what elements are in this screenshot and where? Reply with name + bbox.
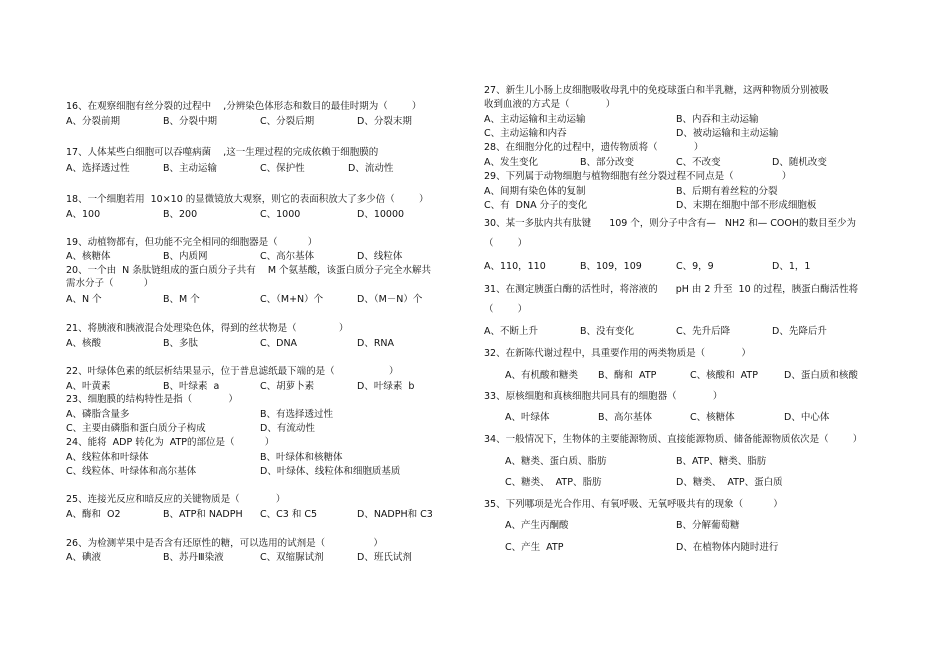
question-29-stem: 29、下列属于动物细胞与植物细胞有丝分裂过程不同点是（ ） xyxy=(484,171,792,182)
question-23-stem: 23、细胞膜的结构特性是指（ ） xyxy=(66,394,238,405)
question-32-option-c: C、核酸和 ATP xyxy=(690,370,758,381)
question-25-stem: 25、连接光反应和暗反应的关键物质是（ ） xyxy=(66,494,286,505)
question-30-option-d: D、1，1 xyxy=(772,261,811,272)
question-27-option-d: D、被动运输和主动运输 xyxy=(676,128,779,139)
question-19-stem: 19、动植物都有，但功能不完全相同的细胞器是（ ） xyxy=(66,237,318,248)
question-22-option-a: A、叶黄素 xyxy=(66,381,111,392)
question-24-option-c: C、线粒体、叶绿体和高尔基体 xyxy=(66,466,197,477)
question-16-option-d: D、分裂末期 xyxy=(357,116,412,127)
question-30-stem-line-2: （ ） xyxy=(484,238,528,249)
question-20-option-d: D、（M－N）个 xyxy=(357,294,423,305)
question-22-option-d: D、叶绿素 b xyxy=(357,381,415,392)
question-17-option-d: D、流动性 xyxy=(348,163,394,174)
question-19-option-d: D、线粒体 xyxy=(357,251,403,262)
question-20-stem-line-1: 20、一个由 N 条肽链组成的蛋白质分子共有 M 个氨基酸，该蛋白质分子完全水解共 xyxy=(66,265,432,276)
question-26-option-a: A、碘液 xyxy=(66,552,101,563)
question-30-stem-line-1: 30、某一多肽内共有肽键 109 个，则分子中含有— NH2 和— COOH的数目至少为 xyxy=(484,218,856,229)
question-28-option-b: B、部分改变 xyxy=(580,157,635,168)
question-35-stem: 35、下列哪项是光合作用、有氧呼吸、无氧呼吸共有的现象（ ） xyxy=(484,499,783,510)
question-32-option-b: B、酶和 ATP xyxy=(598,370,657,381)
question-21-option-a: A、核酸 xyxy=(66,338,101,349)
question-33-option-a: A、叶绿体 xyxy=(505,412,550,423)
question-18-option-d: D、10000 xyxy=(357,209,405,220)
question-29-option-d: D、末期在细胞中部不形成细胞板 xyxy=(676,200,817,211)
question-27-option-a: A、主动运输和主动运输 xyxy=(484,114,586,125)
question-28-stem: 28、在细胞分化的过程中，遗传物质将（ ） xyxy=(484,142,704,153)
question-31-option-b: B、没有变化 xyxy=(580,326,635,337)
question-18-option-a: A、100 xyxy=(66,209,101,220)
question-20-option-a: A、N 个 xyxy=(66,294,102,305)
question-22-option-c: C、胡萝卜素 xyxy=(260,381,315,392)
question-31-option-d: D、先降后升 xyxy=(772,326,827,337)
question-25-option-b: B、ATP和 NADPH xyxy=(163,509,243,520)
question-35-option-a: A、产生丙酮酸 xyxy=(505,520,569,531)
question-34-option-b: B、ATP、糖类、脂肪 xyxy=(676,456,767,467)
question-26-option-d: D、班氏试剂 xyxy=(357,552,412,563)
question-16-option-c: C、分裂后期 xyxy=(260,116,315,127)
question-28-option-c: C、不改变 xyxy=(676,157,721,168)
question-22-stem: 22、叶绿体色素的纸层析结果显示，位于普息滤纸最下端的是（ ） xyxy=(66,366,399,377)
question-25-option-d: D、NADPH和 C3 xyxy=(357,509,433,520)
question-32-option-d: D、蛋白质和核酸 xyxy=(784,370,858,381)
question-27-option-c: C、主动运输和内吞 xyxy=(484,128,567,139)
question-19-option-b: B、内质网 xyxy=(163,251,208,262)
question-31-option-c: C、先升后降 xyxy=(676,326,731,337)
question-34-option-c: C、糖类、 ATP、脂肪 xyxy=(505,477,602,488)
question-20-option-c: C、（M+N）个 xyxy=(260,294,324,305)
question-24-option-d: D、叶绿体、线粒体和细胞质基质 xyxy=(260,466,401,477)
question-31-stem-line-2: （ ） xyxy=(484,304,528,315)
question-28-option-d: D、随机改变 xyxy=(772,157,827,168)
question-23-option-c: C、主要由磷脂和蛋白质分子构成 xyxy=(66,423,206,434)
question-26-option-b: B、苏丹Ⅲ染液 xyxy=(163,552,224,563)
question-18-option-b: B、200 xyxy=(163,209,198,220)
question-18-stem: 18、一个细胞若用 10×10 的显微镜放大观察，则它的表面积放大了多少倍（ ） xyxy=(66,194,429,205)
question-25-option-a: A、酶和 O2 xyxy=(66,509,121,520)
question-20-option-b: B、M 个 xyxy=(163,294,200,305)
question-26-option-c: C、双缩脲试剂 xyxy=(260,552,324,563)
question-23-option-d: D、有流动性 xyxy=(260,423,315,434)
question-27-stem-line-2: 收到血液的方式是（ ） xyxy=(484,99,616,110)
question-33-stem: 33、原核细胞和真核细胞共同具有的细胞器（ ） xyxy=(484,391,723,402)
question-20-stem-line-2: 需水分子（ ） xyxy=(66,278,154,289)
question-33-option-c: C、核糖体 xyxy=(690,412,735,423)
question-19-option-a: A、核糖体 xyxy=(66,251,111,262)
question-25-option-c: C、C3 和 C5 xyxy=(260,509,318,520)
question-34-stem: 34、一般情况下，生物体的主要能源物质、直接能源物质、储备能源物质依次是（ ） xyxy=(484,434,863,445)
question-29-option-b: B、后期有着丝粒的分裂 xyxy=(676,186,778,197)
question-27-stem-line-1: 27、新生儿小肠上皮细胞吸收母乳中的免疫球蛋白和半乳糖，这两种物质分别被吸 xyxy=(484,85,829,96)
question-18-option-c: C、1000 xyxy=(260,209,301,220)
question-21-option-c: C、DNA xyxy=(260,338,298,349)
question-32-stem: 32、在新陈代谢过程中，具重要作用的两类物质是（ ） xyxy=(484,348,751,359)
question-16-option-b: B、分裂中期 xyxy=(163,116,218,127)
question-22-option-b: B、叶绿素 a xyxy=(163,381,220,392)
question-35-option-c: C、产生 ATP xyxy=(505,542,564,553)
question-31-stem-line-1: 31、在测定胰蛋白酶的活性时，将溶液的 pH 由 2 升至 10 的过程，胰蛋白酶活性将 xyxy=(484,284,859,295)
question-24-option-b: B、叶绿体和核糖体 xyxy=(260,452,343,463)
question-21-option-b: B、多肽 xyxy=(163,338,199,349)
question-27-option-b: B、内吞和主动运输 xyxy=(676,114,759,125)
question-29-option-a: A、间期有染色体的复制 xyxy=(484,186,586,197)
question-19-option-c: C、高尔基体 xyxy=(260,251,315,262)
question-30-option-a: A、110，110 xyxy=(484,261,546,272)
question-17-option-b: B、主动运输 xyxy=(163,163,218,174)
question-16-stem: 16、在观察细胞有丝分裂的过程中 ,分辨染色体形态和数目的最佳时期为（ ） xyxy=(66,101,422,112)
question-16-option-a: A、分裂前期 xyxy=(66,116,120,127)
question-28-option-a: A、发生变化 xyxy=(484,157,538,168)
question-29-option-c: C、有 DNA 分子的变化 xyxy=(484,200,588,211)
question-24-stem: 24、能将 ADP 转化为 ATP的部位是（ ） xyxy=(66,437,275,448)
question-17-stem: 17、人体某些白细胞可以吞噬病菌 ,这一生理过程的完成依赖于细胞膜的 xyxy=(66,147,379,158)
question-17-option-a: A、选择透过性 xyxy=(66,163,130,174)
question-34-option-d: D、糖类、 ATP、蛋白质 xyxy=(676,477,783,488)
question-32-option-a: A、有机酸和糖类 xyxy=(505,370,578,381)
question-26-stem: 26、为检测苹果中是否含有还原性的糖，可以选用的试剂是（ ） xyxy=(66,538,383,549)
question-24-option-a: A、线粒体和叶绿体 xyxy=(66,452,149,463)
question-33-option-b: B、高尔基体 xyxy=(598,412,653,423)
question-30-option-c: C、9，9 xyxy=(676,261,714,272)
question-21-stem: 21、将胰液和胰液混合处理染色体，得到的丝状物是（ ） xyxy=(66,323,349,334)
question-35-option-d: D、在植物体内随时进行 xyxy=(676,542,779,553)
question-23-option-a: A、磷脂含量多 xyxy=(66,409,130,420)
question-35-option-b: B、分解葡萄糖 xyxy=(676,520,740,531)
question-21-option-d: D、RNA xyxy=(357,338,395,349)
question-30-option-b: B、109，109 xyxy=(580,261,642,272)
question-33-option-d: D、中心体 xyxy=(784,412,830,423)
question-31-option-a: A、不断上升 xyxy=(484,326,538,337)
question-17-option-c: C、保护性 xyxy=(260,163,305,174)
question-23-option-b: B、有选择透过性 xyxy=(260,409,334,420)
question-34-option-a: A、糖类、蛋白质、脂肪 xyxy=(505,456,607,467)
